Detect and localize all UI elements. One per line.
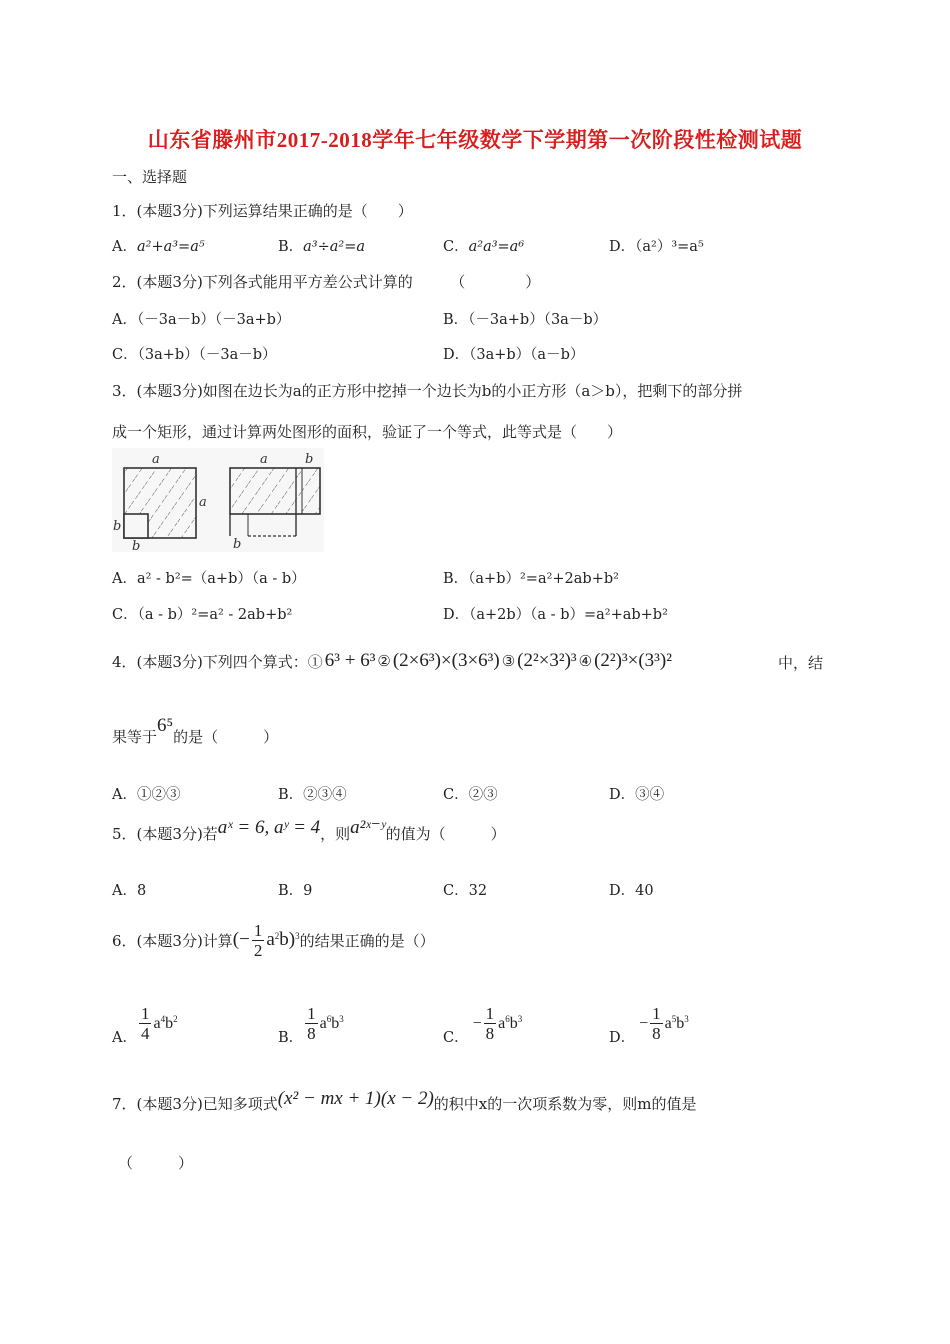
- option-label: C．: [443, 1030, 469, 1046]
- q5-option-b[interactable]: B．9: [278, 883, 313, 899]
- circled-2: ②: [377, 652, 391, 670]
- q7-prefix: 7．(本题3分)已知多项式: [112, 1094, 278, 1113]
- fraction-numerator: 1: [652, 1004, 661, 1023]
- page-title: 山东省滕州市2017-2018学年七年级数学下学期第一次阶段性检测试题: [147, 128, 803, 152]
- q2-option-b[interactable]: B．（－3a+b）（3a－b）: [443, 312, 608, 328]
- circled-4: ④: [578, 652, 593, 670]
- option-label: D．: [609, 1030, 636, 1046]
- fraction-denominator: 8: [652, 1024, 661, 1043]
- q4-line2-prefix: 果等于: [112, 727, 158, 746]
- fraction-numerator: 1: [140, 1004, 150, 1023]
- option-label: B．: [278, 1030, 304, 1046]
- q1-option-d[interactable]: [609, 235, 704, 256]
- option-a-fraction: [139, 1005, 152, 1042]
- q7-suffix: 的积中x的一次项系数为零，则m的值是: [433, 1094, 697, 1113]
- fig-label-b-bottom: b: [132, 539, 141, 552]
- q6-expression: (− $\frac{1}{2}$ $a^2b)^3$: [232, 921, 300, 960]
- question-2-stem: 2．(本题3分)下列各式能用平方差公式计算的 （ ）: [112, 273, 541, 291]
- q1-option-b[interactable]: [278, 235, 365, 256]
- option-b-fraction: [305, 1005, 318, 1042]
- q5-expression: a²ˣ⁻ʸ: [350, 817, 386, 838]
- question-7-stem: [112, 1088, 697, 1114]
- rectangle: [230, 468, 320, 514]
- q3-option-a[interactable]: A．a² - b²=（a+b）（a - b）: [112, 571, 306, 587]
- option-expression: a³÷a²=a: [303, 239, 366, 255]
- question-3-stem-line2: 成一个矩形，通过计算两处图形的面积，验证了一个等式，此等式是（ ）: [112, 423, 623, 441]
- q5-mid: ，则: [320, 825, 351, 843]
- q4-option-b[interactable]: B．②③④: [278, 787, 347, 803]
- q4-suffix: 中，结: [778, 654, 824, 672]
- fig-label-b-right-bottom: b: [233, 537, 242, 552]
- q4-option-a[interactable]: A．①②③: [112, 787, 181, 803]
- q2-option-a[interactable]: A．（－3a－b）（－3a+b）: [112, 312, 291, 328]
- q2-option-d[interactable]: D．（3a+b）（a－b）: [443, 347, 585, 363]
- fraction-denominator: 4: [140, 1024, 150, 1043]
- q5-suffix: 的值为（ ）: [385, 825, 506, 843]
- q6-option-b[interactable]: B． $\frac{1}{8}$ $a^6b^3$: [278, 1004, 344, 1046]
- fraction-numerator: 1: [253, 921, 263, 940]
- q4-expression-2: (2×6³)×(3×6³): [392, 650, 500, 671]
- option-c-fraction: [484, 1005, 497, 1042]
- fraction-denominator: 8: [485, 1024, 495, 1043]
- q6-prefix: 6．(本题3分)计算: [112, 932, 233, 950]
- fig-label-a-right: a: [260, 452, 268, 467]
- q4-option-d[interactable]: D．③④: [609, 787, 665, 803]
- q6-suffix: 的结果正确的是（）: [299, 932, 435, 950]
- fraction-denominator: 8: [307, 1024, 316, 1043]
- q5-option-a[interactable]: A．8: [112, 883, 147, 899]
- question-4-line2: [112, 715, 279, 747]
- option-label: A．: [112, 239, 137, 255]
- q3-option-d[interactable]: D．（a+2b）（a - b）=a²+ab+b²: [443, 607, 668, 623]
- q1-option-c[interactable]: [443, 235, 524, 256]
- option-label: D．: [609, 239, 636, 255]
- q4-line2-suffix: 的是（ ）: [173, 727, 279, 746]
- q4-power: 6⁵: [157, 715, 174, 736]
- q5-option-d[interactable]: D．40: [609, 883, 654, 899]
- option-d-fraction: [650, 1005, 663, 1042]
- option-label: B．: [278, 239, 304, 255]
- squares-diagram: [112, 448, 324, 552]
- fig-label-b-right: b: [305, 452, 314, 467]
- q1-option-a[interactable]: [112, 235, 205, 256]
- option-expression: a²a³=a⁶: [468, 239, 525, 255]
- q7-expression: (x² − mx + 1)(x − 2): [277, 1088, 434, 1109]
- fig-label-b-side: b: [113, 519, 122, 534]
- question-4-stem: [112, 650, 672, 672]
- q4-option-c[interactable]: C．②③: [443, 787, 498, 803]
- q3-option-c[interactable]: C．（a - b）²=a² - 2ab+b²: [112, 607, 293, 623]
- question-7-answer-blank: （ ）: [118, 1154, 194, 1172]
- fraction-numerator: 1: [485, 1004, 495, 1023]
- option-label: A．: [112, 1030, 137, 1046]
- question-1-stem: 1．(本题3分)下列运算结果正确的是（ ）: [112, 202, 413, 220]
- question-6-stem: [112, 922, 435, 959]
- option-expression: a²+a³=a⁵: [136, 239, 205, 255]
- q2-option-c[interactable]: C．（3a+b）（－3a－b）: [112, 347, 277, 363]
- q5-prefix: 5．(本题3分)若: [112, 825, 218, 843]
- fig-label-a: a: [152, 452, 160, 467]
- q5-condition: aˣ = 6, aʸ = 4: [217, 816, 321, 838]
- fraction-denominator: 2: [253, 941, 263, 960]
- q4-prefix: 4．(本题3分)下列四个算式：①: [112, 652, 323, 671]
- q3-figure: [112, 448, 324, 552]
- q6-fraction: [252, 922, 265, 959]
- question-3-stem-line1: 3．(本题3分)如图在边长为a的正方形中挖掉一个边长为b的小正方形（a＞b），把剩下的部分拼: [112, 382, 743, 400]
- q4-expression-4: (2²)³×(3³)²: [594, 650, 672, 671]
- q4-expression-1: 6³ + 6³: [324, 650, 376, 671]
- circled-3: ③: [501, 652, 516, 670]
- q6-option-c[interactable]: C． − $\frac{1}{8}$ $a^6b^3$: [443, 1004, 523, 1046]
- fraction-numerator: 1: [307, 1004, 316, 1023]
- section-heading: 一、选择题: [112, 168, 188, 186]
- question-5-stem: [112, 816, 506, 845]
- q4-expression-3: (2²×3²)³: [517, 650, 577, 671]
- q5-option-c[interactable]: C．32: [443, 883, 488, 899]
- q3-option-b[interactable]: B．（a+b）²=a²+2ab+b²: [443, 571, 619, 587]
- q6-option-a[interactable]: A． $\frac{1}{4}$ $a^4b^2$: [112, 1004, 178, 1046]
- q6-option-d[interactable]: D． − $\frac{1}{8}$ $a^5b^3$: [609, 1004, 689, 1046]
- option-label: C．: [443, 239, 469, 255]
- fig-label-a-side: a: [199, 495, 207, 510]
- option-expression: （a²）³=a⁵: [635, 239, 704, 255]
- small-square: [124, 514, 148, 538]
